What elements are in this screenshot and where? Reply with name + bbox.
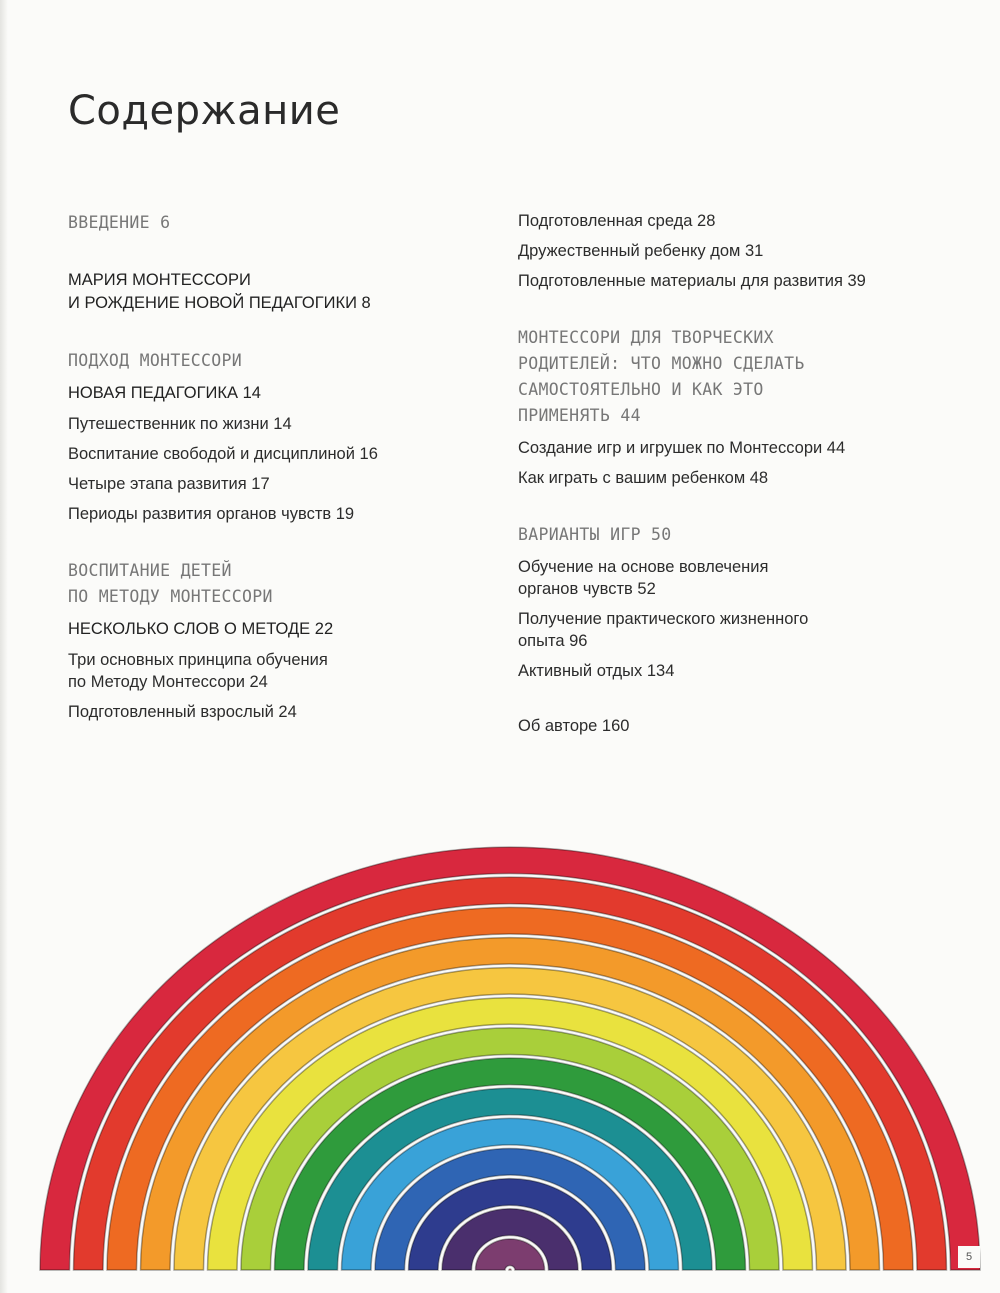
toc-montessori-birth-line1[interactable]: МАРИЯ МОНТЕССОРИ — [68, 271, 251, 289]
toc-upbringing-heading-line2: ПО МЕТОДУ МОНТЕССОРИ — [68, 587, 273, 606]
toc-item[interactable]: Создание игр и игрушек по Монтессори 44 — [518, 439, 846, 457]
toc-right-column — [518, 210, 958, 737]
toc-item[interactable]: Обучение на основе вовлечения — [518, 558, 769, 576]
toc-item[interactable]: Три основных принципа обучения — [68, 651, 328, 669]
page-title: Содержание — [68, 88, 341, 134]
toc-upbringing-heading-line1: ВОСПИТАНИЕ ДЕТЕЙ — [68, 561, 232, 580]
rainbow-arc — [509, 1269, 511, 1270]
toc-item[interactable]: Активный отдых 134 — [518, 662, 675, 680]
toc-creative-heading-line4[interactable]: ПРИМЕНЯТЬ 44 — [518, 406, 641, 425]
toc-about-author[interactable]: Об авторе 160 — [518, 717, 630, 735]
toc-item[interactable]: Периоды развития органов чувств 19 — [68, 505, 355, 523]
toc-item[interactable]: Подготовленные материалы для развития 39 — [518, 272, 866, 290]
toc-item[interactable]: Подготовленная среда 28 — [518, 212, 716, 230]
toc-item[interactable]: опыта 96 — [518, 632, 588, 650]
toc-montessori-birth-line2[interactable]: И РОЖДЕНИЕ НОВОЙ ПЕДАГОГИКИ 8 — [68, 294, 371, 312]
toc-left-column — [68, 210, 488, 723]
page-number: 5 — [958, 1246, 980, 1268]
toc-item[interactable]: Получение практического жизненного — [518, 610, 809, 628]
toc-item[interactable]: по Методу Монтессори 24 — [68, 673, 268, 691]
toc-item[interactable]: Дружественный ребенку дом 31 — [518, 242, 764, 260]
toc-games-heading[interactable]: ВАРИАНТЫ ИГР 50 — [518, 525, 672, 544]
toc-creative-heading-line1: МОНТЕССОРИ ДЛЯ ТВОРЧЕСКИХ — [518, 328, 774, 347]
toc-intro[interactable]: ВВЕДЕНИЕ 6 — [68, 213, 171, 232]
toc-item[interactable]: Путешественник по жизни 14 — [68, 415, 292, 433]
page-edge — [0, 0, 8, 1293]
toc-item[interactable]: органов чувств 52 — [518, 580, 656, 598]
toc-approach-heading: ПОДХОД МОНТЕССОРИ — [68, 351, 242, 370]
toc-creative-heading-line3: САМОСТОЯТЕЛЬНО И КАК ЭТО — [518, 380, 764, 399]
toc-upbringing-subheading[interactable]: НЕСКОЛЬКО СЛОВ О МЕТОДЕ 22 — [68, 620, 334, 638]
toc-item[interactable]: Воспитание свободой и дисциплиной 16 — [68, 445, 378, 463]
toc-approach-subheading[interactable]: НОВАЯ ПЕДАГОГИКА 14 — [68, 384, 261, 402]
toc-item[interactable]: Подготовленный взрослый 24 — [68, 703, 297, 721]
rainbow-image — [35, 780, 985, 1275]
toc-creative-heading-line2: РОДИТЕЛЕЙ: ЧТО МОЖНО СДЕЛАТЬ — [518, 354, 805, 373]
toc-item[interactable]: Как играть с вашим ребенком 48 — [518, 469, 769, 487]
toc-item[interactable]: Четыре этапа развития 17 — [68, 475, 270, 493]
